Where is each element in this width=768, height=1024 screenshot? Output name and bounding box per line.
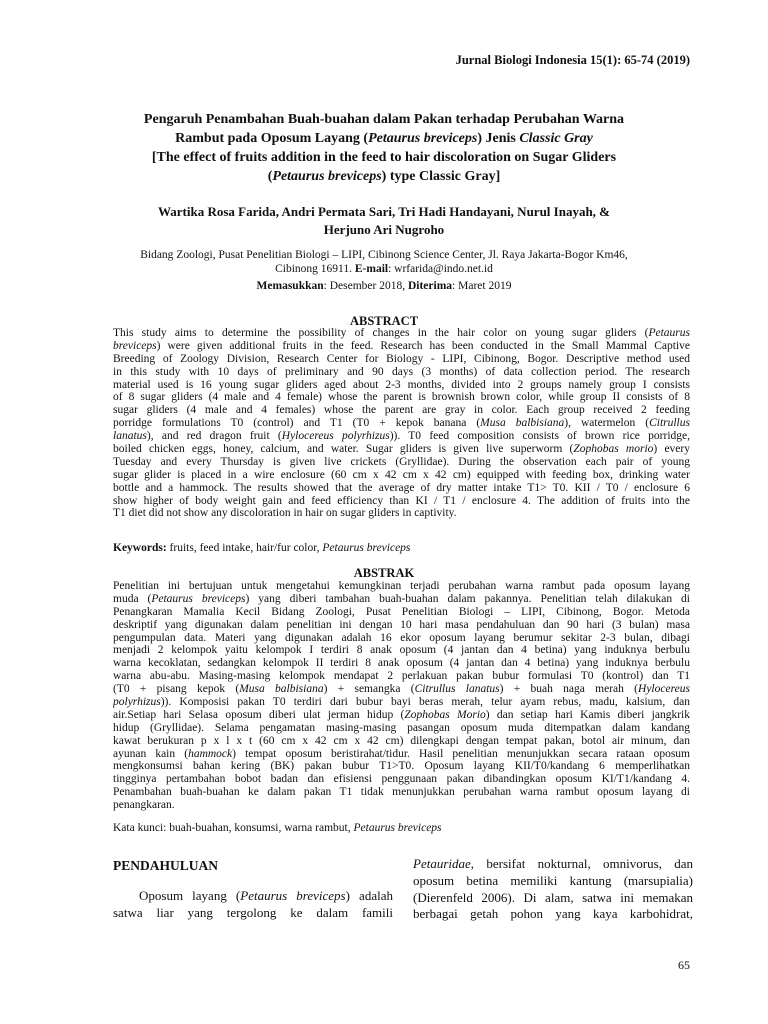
text-line: satwa liar yang tergolong ke dalam famili [113, 904, 393, 920]
text-line: warna abu-abu. Masing-masing kelompok mendapat 2 perlakuan pakan bubur formulasi T0 (kontrol) dan T1 [113, 670, 690, 683]
email-address[interactable]: : wrfarida@indo.net.id [388, 263, 493, 275]
text-line: lanatus), and red dragon fruit (Hylocereus polyrhizus)). T0 feed composition consists of brown rice porridge, [113, 430, 690, 443]
text-line: Petauridae, bersifat nokturnal, omnivorus, dan [413, 856, 693, 871]
text-line: show higher of body weight gain and feed efficiency than KI / T1 / enclosure 4. The addition of fruits into the [113, 494, 690, 507]
article-title [112, 110, 656, 186]
author-list: Wartika Rosa Farida, Andri Permata Sari, Tri Hadi Handayani, Nurul Inayah, & Herjuno Ari Nugroho [157, 204, 611, 237]
right-column-text [413, 856, 693, 923]
title-line: Pengaruh Penambahan Buah-buahan dalam Pakan terhadap Perubahan Warna [143, 112, 625, 127]
text-line: mengkonsumsi bahan kering (BK) pakan bubur T1>T0. Oposum layang KII/T0/kandang 6 memperlihatkan [113, 760, 690, 773]
page-number: 65 [678, 958, 690, 972]
text-line: pengumpulan data. Materi yang digunakan adalah 16 ekor oposum layang berumur sekitar 2-3 bulan, dibagi [113, 631, 690, 644]
submission-dates: Memasukkan: Desember 2018, Diterima: Maret 2019 [256, 280, 512, 292]
text-line: tingginya pertambahan bobot badan dan efisiensi penggunaan pakan dibandingkan oposum KI/T1/kandang 4. [113, 773, 690, 786]
text-line: Penelitian ini bertujuan untuk mengetahui kemungkinan terjadi perubahan warna rambut pada oposum layang [113, 580, 690, 592]
text-line: kawat berukuran p x l x t (60 cm x 42 cm x 42 cm) dilengkapi dengan tempat pakan, botol air minum, dan [113, 734, 690, 747]
text-line: sugar gliders (4 male and 4 females) whose the parent are gray in color. Each group received 2 feeding [113, 404, 690, 417]
email-label: E-mail [354, 263, 389, 275]
text-line: Oposum layang (Petaurus breviceps) adalah [139, 888, 393, 903]
text-line: of 8 sugar gliders (4 male and 4 female) whose the parent is brownish brown color, while group II consists of 8 [113, 391, 690, 404]
section-heading-pendahuluan: PENDAHULUAN [113, 858, 219, 873]
abstrak-body [113, 580, 690, 812]
text-line: bottle and a hammock. The results showed that the average of dry matter intake T1> T0. KII / T0 / enclosure 6 [113, 481, 690, 494]
title-line: [The effect of fruits addition in the feed to hair discoloration on Sugar Gliders [151, 150, 617, 165]
text-line: warna kecoklatan, sedangkan kelompok II terdiri 8 anak oposum (4 jantan dan 4 betina) yang induknya berbulu [113, 657, 690, 670]
text-line: breviceps) were given additional fruits in the feed. Research has been conducted in the Small Mammal Captive [113, 339, 690, 352]
text-line: menjadi 2 kelompok yaitu kelompok I terdiri 8 anak oposum (4 jantan dan 4 betina) yang induknya berbulu [113, 644, 690, 657]
text-line: boiled chicken eggs, honey, calcium, and water. Sugar gliders is given live superworm (Zophobas morio) every [113, 443, 690, 456]
text-line: air.Setiap hari Selasa oposum diberi ulat jerman hidup (Zophobas Morio) dan setiap hari Kamis diberi jangkrik [113, 708, 690, 721]
text-line: This study aims to determine the possibility of changes in the hair color on young sugar gliders (Petaurus [113, 327, 690, 339]
text-line: ayunan kain (hammock) tempat oposum beristirahat/tidur. Hasil penelitian menunjukkan secara rataan oposum [113, 747, 690, 760]
text-line: T1 diet did not show any discoloration in hair on sugar gliders in captivity. [113, 507, 457, 520]
text-line: muda (Petaurus breviceps) yang diberi tambahan buah-buahan dalam pakannya. Penelitian telah dilakukan di [113, 592, 690, 605]
text-line: material used is 16 young sugar gliders aged about 2-3 months, divided into 2 groups namely group I consists [113, 378, 690, 391]
text-line: (T0 + pisang kepok (Musa balbisiana) + semangka (Citrullus lanatus) + buah naga merah (Hylocereus [113, 683, 690, 696]
text-line: deskriptif yang digunakan dalam penelitian ini dengan 10 hari masa pendahuluan dan 90 hari (3 bulan) masa [113, 618, 690, 631]
text-line: penangkaran. [113, 799, 175, 812]
affiliation: Bidang Zoologi, Pusat Penelitian Biologi – LIPI, Cibinong Science Center, Jl. Raya Jakarta-Bogor Km46, Cibinong 16911. E-mail: wrfarida@indo.net.id [140, 249, 628, 275]
text-line: Tuesday and every Thursday is given live crickets (Gryllidae). During the observation each pair of young [113, 455, 690, 468]
journal-reference: Jurnal Biologi Indonesia 15(1): 65-74 (2019) [455, 53, 690, 67]
title-line: Rambut pada Oposum Layang (Petaurus breviceps) Jenis Classic Gray [175, 131, 593, 146]
text-line: hidup (Gryllidae). Selama pengamatan masing-masing pasangan oposum muda ditempatkan dalam kandang [113, 721, 690, 734]
text-line: Penambahan buah-buahan ke dalam pakan T1 tidak menunjukkan perubahan warna rambut oposum layang di [113, 786, 690, 799]
text-line: (Dierenfeld 2006). Di alam, satwa ini memakan [413, 889, 693, 905]
text-line: sugar glider is placed in a wire enclosure (60 cm x 42 cm x 42 cm) equipped with feeding box, drinking water [113, 468, 690, 481]
text-line: porridge formulations T0 (control) and T1 (T0 + kepok banana (Musa balbisiana), watermelon (Citrullus [113, 417, 690, 430]
abstract-heading: ABSTRACT [349, 314, 419, 328]
text-line: in this study with 10 days of preliminary and 90 days (3 months) of data collection period. The research [113, 365, 690, 378]
text-line: Penangkaran Mamalia Kecil Bidang Zoologi, Pusat Penelitian Biologi – LIPI, Cibinong, Bogor. Metoda [113, 605, 690, 618]
keywords: Keywords: fruits, feed intake, hair/fur color, Petaurus breviceps [113, 542, 411, 554]
abstract-body [113, 327, 690, 520]
abstrak-heading: ABSTRAK [353, 566, 415, 580]
left-column-text [113, 888, 393, 922]
text-line: oposum betina memiliki kantung (marsupialia) [413, 872, 693, 888]
text-line: polyrhizus)). Komposisi pakan T0 terdiri dari bubur bayi beras merah, telur ayam rebus, madu, kalsium, dan [113, 696, 690, 709]
title-line: (Petaurus breviceps) type Classic Gray] [267, 169, 501, 184]
text-line: berbagai getah pohon yang kaya karbohidrat, [413, 906, 693, 922]
text-line: Breeding of Zoology Division, Research Center for Biology - LIPI, Cibinong, Bogor. Descriptive method used [113, 352, 690, 365]
kata-kunci: Kata kunci: buah-buahan, konsumsi, warna rambut, Petaurus breviceps [113, 822, 442, 834]
